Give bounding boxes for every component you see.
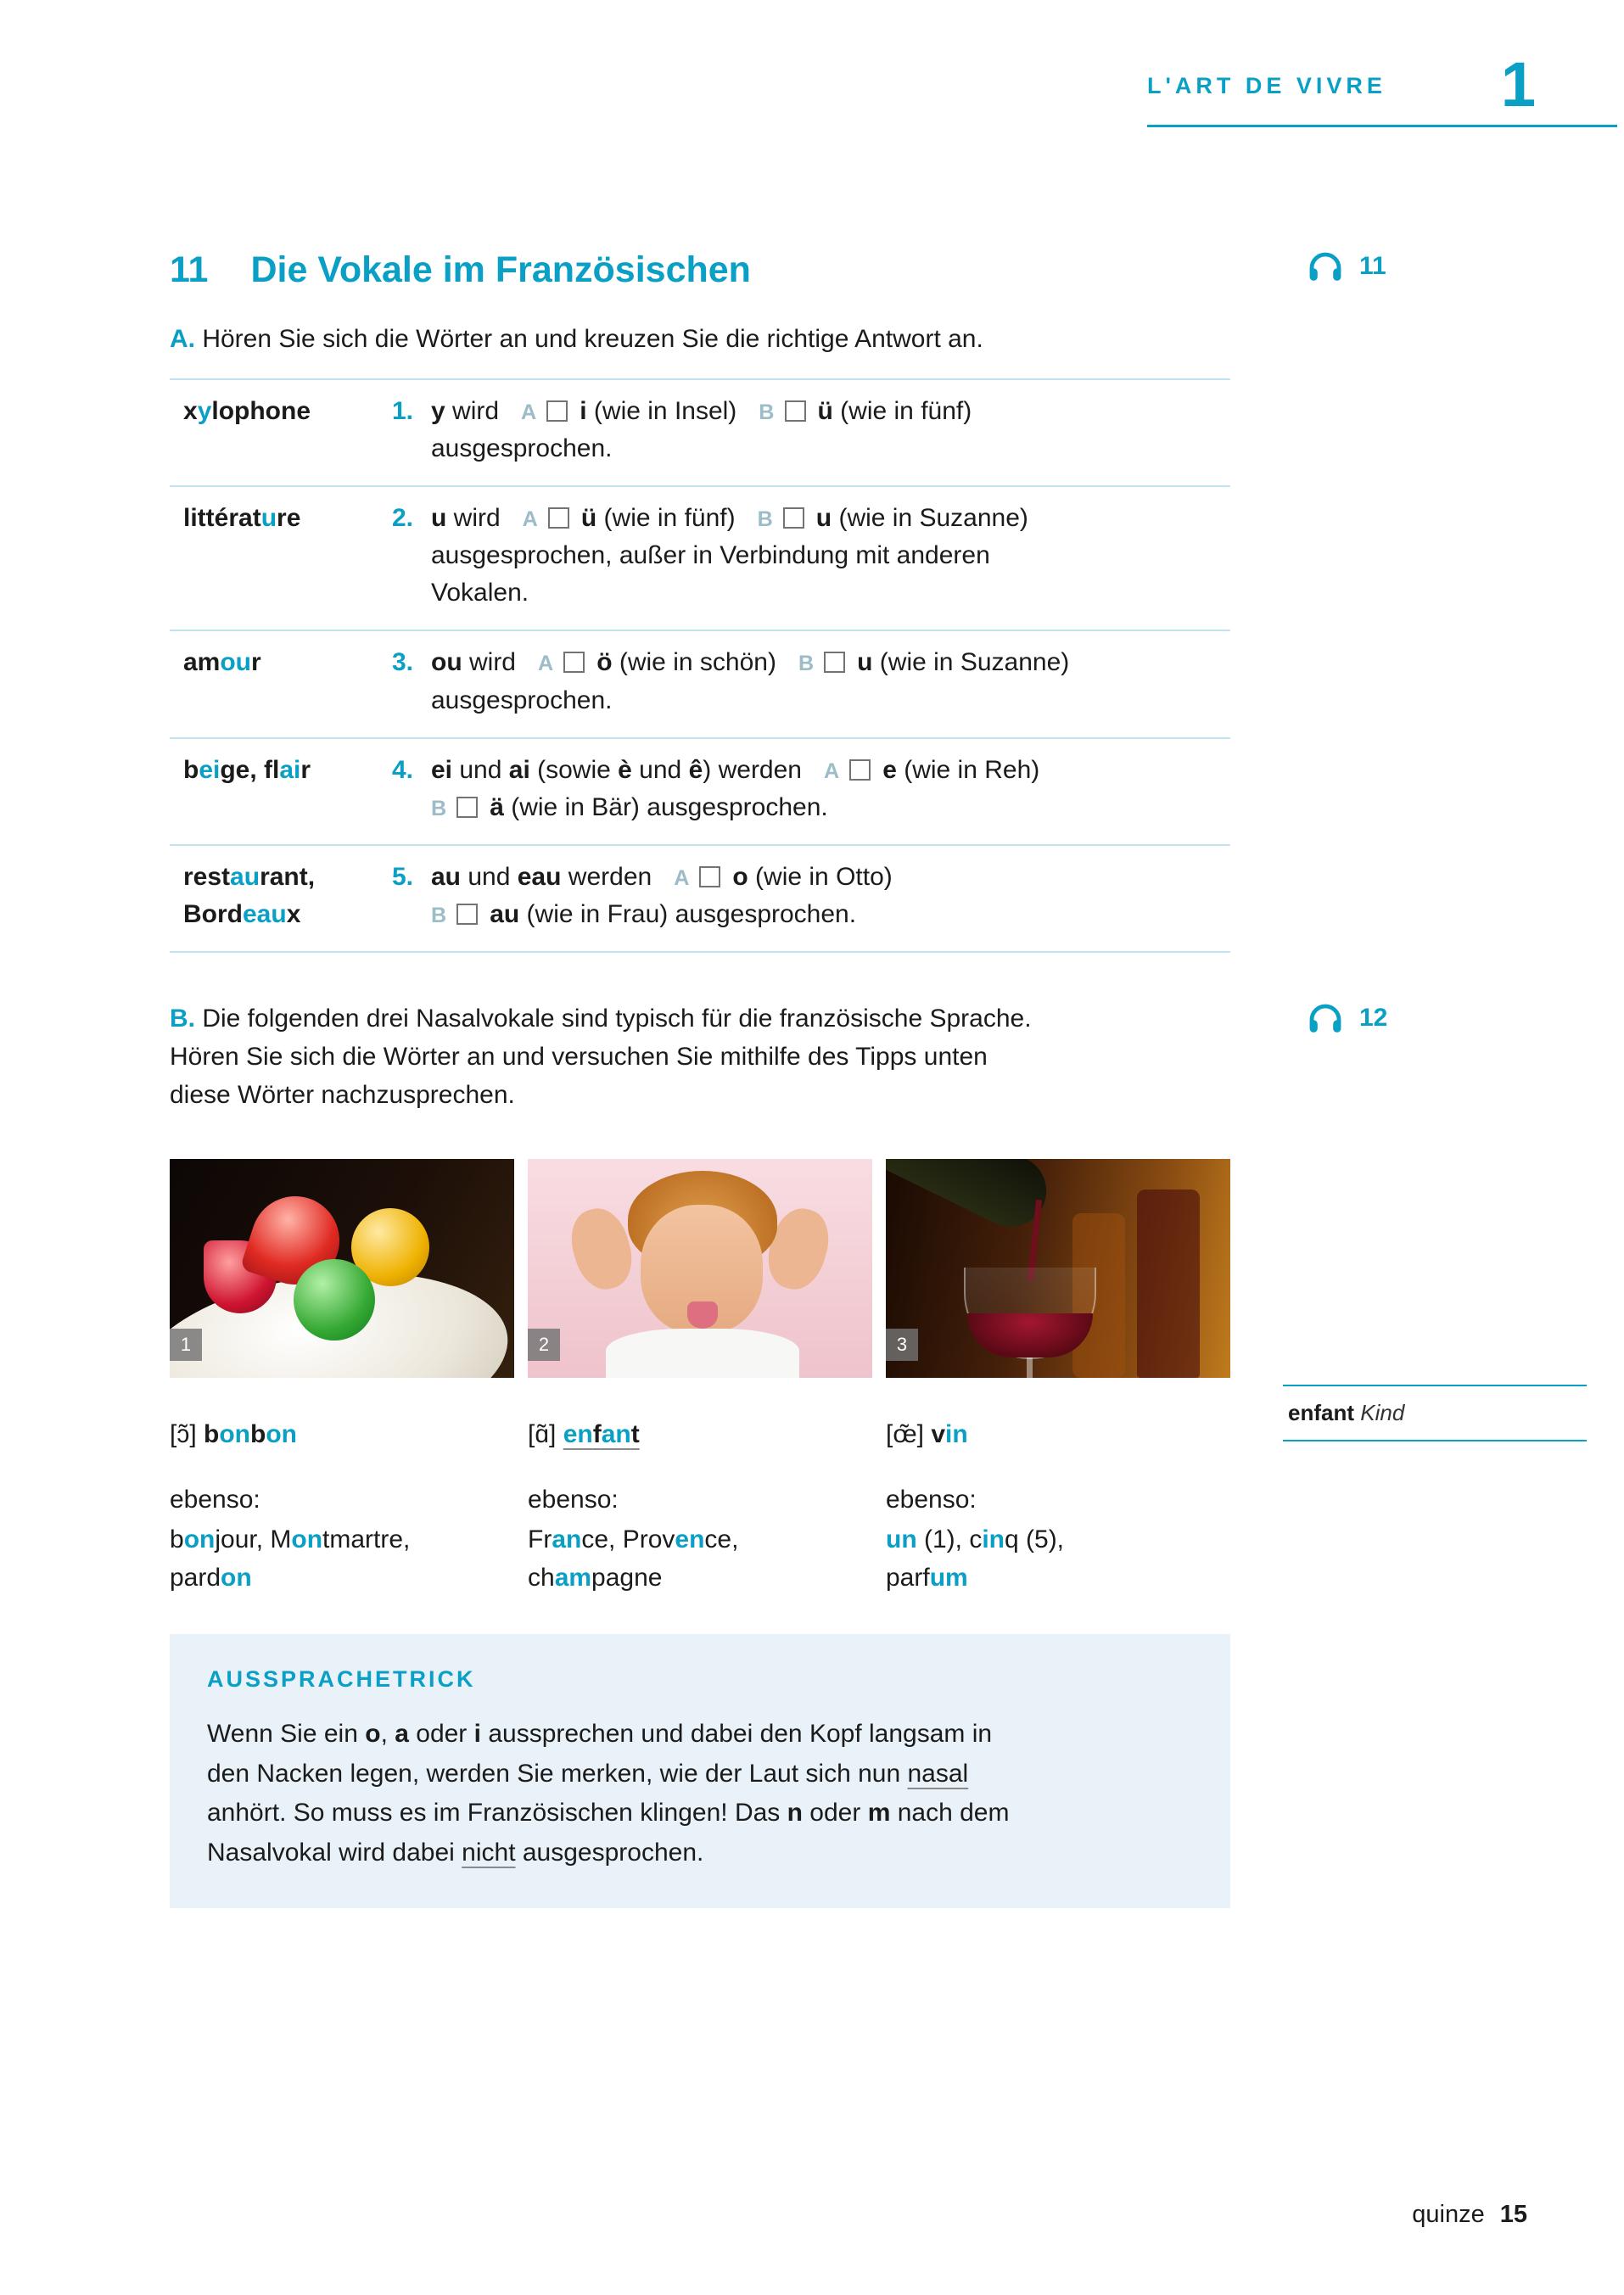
chapter-header	[1147, 49, 1617, 127]
example-word-list: bonjour, Montmartre, pardon	[170, 1525, 411, 1592]
tongue-shape	[687, 1301, 718, 1329]
item-number: 1.	[392, 397, 414, 425]
page-number-word: quinze	[1412, 2201, 1485, 2228]
example-word-list: France, Provence, champagne	[528, 1525, 739, 1592]
vocab-margin-note	[1283, 1385, 1587, 1441]
item-number: 3.	[392, 648, 414, 677]
question-text: ei und ai (sowie è und ê) werden A e (wie in Reh) B ä (wie in Bär) ausgesprochen.	[431, 755, 1040, 821]
photo-wine-pouring	[886, 1159, 1230, 1378]
tip-box-body: Wenn Sie ein o, a oder i aussprechen und dabei den Kopf langsam in den Nacken legen, werden Sie merken, wie der Laut sich nun nasal anhört. So muss es im Französischen klingen! Das n oder m nach dem Nasalvokal wird dabei nicht ausgesprochen.	[207, 1720, 1010, 1867]
page-footer	[1412, 2201, 1527, 2229]
answer-checkbox[interactable]	[563, 652, 585, 673]
example-word: littérature	[183, 504, 301, 533]
headphones-icon	[1305, 246, 1346, 287]
ipa-and-word: [ɔ̃] bonbon	[170, 1420, 297, 1448]
photo-number-badge: 1	[170, 1329, 202, 1361]
vocab-entry: enfant Kind	[1288, 1400, 1405, 1425]
exercise-b-instruction: B. Die folgenden drei Nasalvokale sind typisch für die französische Sprache. Hören Sie sich die Wörter an und versuchen Sie mithilfe des Tipps unten diese Wörter nachzusprechen.	[170, 1005, 1032, 1109]
ebenso-label: ebenso:	[886, 1486, 977, 1514]
nasal-example-column	[528, 1415, 872, 1597]
ebenso-label: ebenso:	[170, 1486, 260, 1514]
question-text: y wird A i (wie in Insel) B ü (wie in fünf) ausgesprochen.	[431, 397, 972, 463]
bottle-silhouette	[1137, 1189, 1200, 1378]
example-word: restaurant, Bordeaux	[183, 862, 316, 928]
section-heading	[170, 249, 751, 291]
audio-track-marker-b	[1305, 998, 1387, 1038]
answer-checkbox[interactable]	[785, 400, 806, 422]
glass-stem-shape	[1027, 1357, 1033, 1378]
answer-checkbox[interactable]	[849, 759, 871, 781]
audio-track-number: 11	[1359, 252, 1386, 280]
shirt-shape	[606, 1329, 799, 1378]
answer-checkbox[interactable]	[456, 904, 478, 925]
headphones-icon	[1305, 998, 1346, 1038]
answer-checkbox[interactable]	[824, 652, 845, 673]
question-text: u wird A ü (wie in fünf) B u (wie in Suzanne) ausgesprochen, außer in Verbindung mit anderen Vokalen.	[431, 504, 1028, 607]
answer-checkbox[interactable]	[783, 507, 804, 529]
audio-track-number: 12	[1359, 1004, 1388, 1032]
section-number: 11	[170, 249, 209, 290]
answer-checkbox[interactable]	[699, 866, 720, 887]
answer-checkbox[interactable]	[546, 400, 568, 422]
photo-row	[170, 1159, 1230, 1378]
photo-candies	[170, 1159, 514, 1378]
item-number: 2.	[392, 504, 414, 533]
table-row	[170, 378, 1230, 485]
audio-track-marker-a	[1305, 246, 1386, 287]
ipa-and-word: [ɑ̃] enfant	[528, 1420, 640, 1448]
example-word: beige, flair	[183, 755, 311, 784]
item-number: 4.	[392, 755, 414, 784]
item-number: 5.	[392, 862, 414, 891]
table-row	[170, 630, 1230, 736]
candy-shape	[294, 1259, 375, 1341]
photo-number-badge: 3	[886, 1329, 918, 1361]
nasal-example-column	[170, 1415, 514, 1597]
pronunciation-tip-box	[170, 1634, 1230, 1908]
tip-box-title: AUSSPRACHETRICK	[207, 1666, 476, 1692]
example-word: xylophone	[183, 397, 311, 425]
ebenso-label: ebenso:	[528, 1486, 619, 1514]
photo-number-badge: 2	[528, 1329, 560, 1361]
nasal-example-column	[886, 1415, 1230, 1597]
exercise-a-table	[170, 378, 1230, 953]
answer-checkbox[interactable]	[456, 797, 478, 818]
chapter-number: 1	[1500, 49, 1536, 120]
chapter-title: L'ART DE VIVRE	[1147, 73, 1386, 99]
table-row	[170, 485, 1230, 630]
table-row	[170, 737, 1230, 844]
page-number: 15	[1499, 2201, 1527, 2228]
exercise-a-instruction: A. Hören Sie sich die Wörter an und kreuzen Sie die richtige Antwort an.	[170, 325, 983, 353]
question-text: ou wird A ö (wie in schön) B u (wie in Suzanne) ausgesprochen.	[431, 648, 1070, 714]
nasal-vowel-examples	[170, 1415, 1230, 1597]
table-row	[170, 844, 1230, 953]
ipa-and-word: [œ̃] vin	[886, 1420, 968, 1448]
question-text: au und eau werden A o (wie in Otto) B au (wie in Frau) ausgesprochen.	[431, 862, 893, 928]
section-title: Die Vokale im Französischen	[250, 249, 751, 290]
example-word: amour	[183, 648, 261, 677]
example-word-list: un (1), cinq (5), parfum	[886, 1525, 1065, 1592]
photo-boy-grimace	[528, 1159, 872, 1378]
answer-checkbox[interactable]	[548, 507, 569, 529]
